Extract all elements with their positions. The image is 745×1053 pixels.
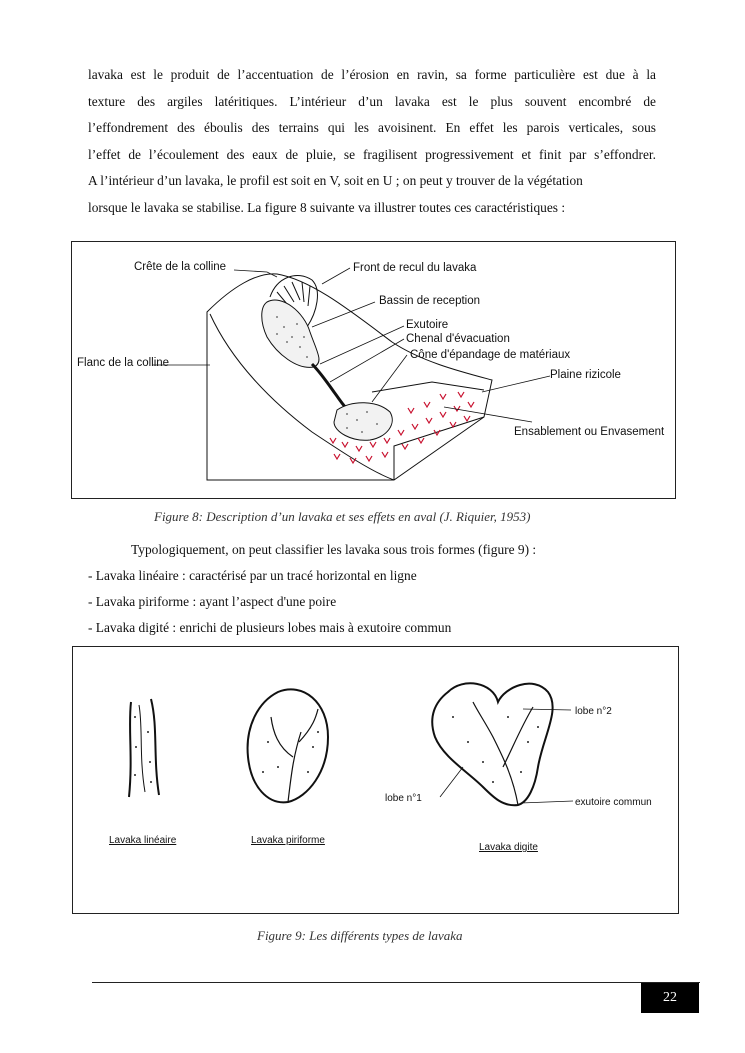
figure-9-diagram — [73, 647, 678, 913]
label-digite: Lavaka digite — [479, 842, 538, 853]
page-number: 22 — [641, 983, 699, 1013]
evacuation-channel — [312, 364, 350, 412]
label-lobe1: lobe n°1 — [385, 793, 422, 804]
typology-item-3: - Lavaka digité : enrichi de plusieurs lobes mais à exutoire commun — [88, 620, 452, 635]
figure-8-caption: Figure 8: Description d’un lavaka et ses effets en aval (J. Riquier, 1953) — [154, 509, 531, 524]
figure-9-caption: Figure 9: Les différents types de lavaka — [257, 928, 463, 943]
label-crete: Crête de la colline — [134, 261, 227, 273]
intro-line-3: l’effondrement des éboulis des terrains qui les avoisinent. En effet les parois verticales, sous — [88, 120, 656, 135]
label-lineaire: Lavaka linéaire — [109, 835, 177, 846]
figure-8-box — [71, 241, 676, 499]
label-ensablement: Ensablement ou Envasement — [514, 426, 665, 438]
intro-line-6: lorsque le lavaka se stabilise. La figure 8 suivante va illustrer toutes ces caractéristiques : — [88, 199, 566, 215]
label-plaine: Plaine rizicole — [550, 369, 621, 381]
intro-line-1: lavaka est le produit de l’accentuation de l’érosion en ravin, sa forme particulière est due à la — [88, 67, 656, 82]
reception-basin — [262, 300, 319, 367]
footer-rule — [92, 982, 700, 983]
label-front: Front de recul du lavaka — [353, 262, 477, 274]
label-exutoire: Exutoire — [406, 319, 449, 331]
label-cone: Cône d'épandage de matériaux — [410, 349, 571, 361]
intro-paragraph — [88, 62, 656, 221]
plain-back-edge — [372, 382, 484, 392]
spreading-cone — [334, 403, 392, 441]
label-flanc: Flanc de la colline — [77, 357, 170, 369]
typology-item-1: - Lavaka linéaire : caractérisé par un tracé horizontal en ligne — [88, 568, 417, 583]
intro-line-5: A l’intérieur d’un lavaka, le profil est soit en V, soit en U ; on peut y trouver de la végétation — [88, 173, 583, 188]
typology-intro: Typologiquement, on peut classifier les lavaka sous trois formes (figure 9) : — [131, 542, 537, 557]
label-bassin: Bassin de reception — [379, 295, 481, 307]
typology-item-2: - Lavaka piriforme : ayant l’aspect d'une poire — [88, 594, 337, 609]
intro-line-4: l’effet de l’écoulement des eaux de pluie, se fragilisent progressivement et finit par s’effondrer. — [88, 146, 656, 162]
piriform-lavaka-drawing — [248, 689, 328, 802]
figure-8-diagram — [72, 242, 675, 498]
figure-9-box — [72, 646, 679, 914]
label-chenal: Chenal d'évacuation — [406, 333, 510, 345]
linear-lavaka-drawing — [129, 699, 159, 797]
label-lobe2: lobe n°2 — [575, 706, 612, 717]
label-piriforme: Lavaka piriforme — [251, 835, 325, 846]
intro-line-2: texture des argiles latéritiques. L’intérieur d’un lavaka est le plus souvent encombré de — [88, 93, 656, 109]
label-exutoire-commun: exutoire commun — [575, 797, 652, 808]
digitate-lavaka-drawing — [432, 683, 552, 805]
